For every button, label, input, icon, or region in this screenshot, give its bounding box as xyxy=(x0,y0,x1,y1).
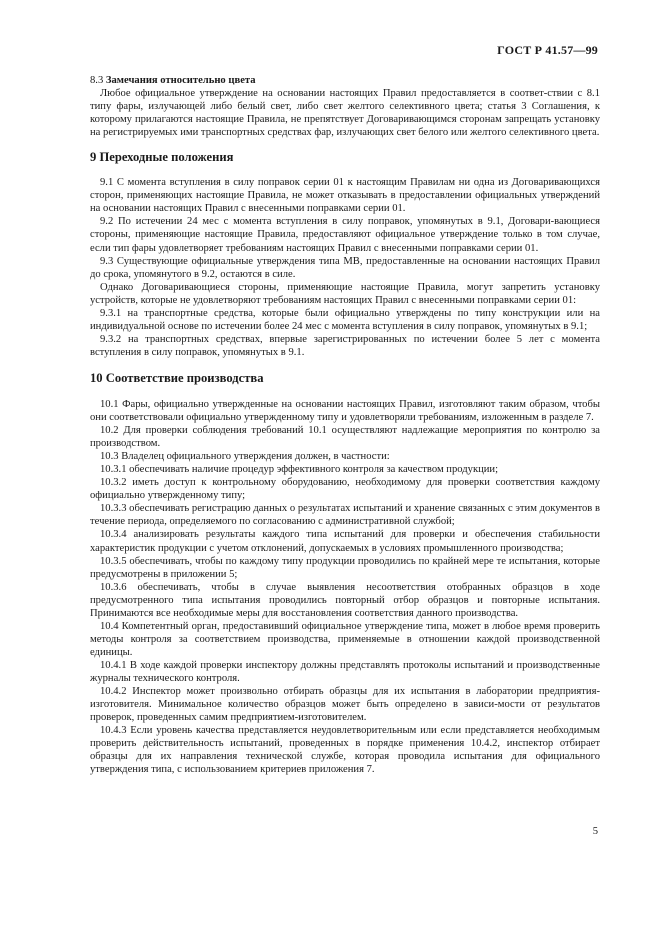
subsection-title: Замечания относительно цвета xyxy=(105,75,256,86)
document-code: ГОСТ Р 41.57—99 xyxy=(497,43,598,57)
page-content xyxy=(90,74,600,776)
paragraph: 10.4.1 В ходе каждой проверки инспектору должны представлять протоколы испытаний и производственные журналы технического контроля. xyxy=(90,659,600,684)
paragraph: 10.3.1 обеспечивать наличие процедур эффективного контроля за качеством продукции; xyxy=(100,464,499,476)
paragraph: Однако Договаривающиеся стороны, применяющие настоящие Правила, могут запретить установку устройств, которые не удовлетворяют требованиям настоящих Правил с внесенными поправками серии 01: xyxy=(90,281,600,306)
paragraph: 10.4.2 Инспектор может произвольно отбирать образцы для их испытания в лаборатории предприятия-изготовителя. Минимальное количество образцов может быть определено в зависи-мости от результатов проверок, проведенных самим предприятием-изготовителем. xyxy=(90,686,600,724)
subsection-number: 8.3 xyxy=(90,75,104,86)
section-10-heading: 10 Соответствие производства xyxy=(90,370,264,385)
paragraph: 10.3.4 анализировать результаты каждого типа испытаний для проверки и обеспечения стабильности характеристик продукции с учетом отклонений, допускаемых в условиях промышленного производства; xyxy=(90,529,600,554)
paragraph-8-3: Любое официальное утверждение на основании настоящих Правил предоставляется в соответ-ствии с 8.1 типу фары, излучающей либо белый свет, либо свет желтого селективного цвета; статья 3 Соглашения, к которому прилагаются настоящие Правила, не препятствует Договаривающимся сторонам запрещать установку на регистрируемых ими транспортных средствах фар, излучающих свет белого или желтого селективного цвета. xyxy=(90,88,600,139)
paragraph: 10.3.5 обеспечивать, чтобы по каждому типу продукции проводились по крайней мере те испытания, которые предусмотрены в приложении 5; xyxy=(90,555,600,580)
paragraph: 10.3 Владелец официального утверждения должен, в частности: xyxy=(100,451,390,463)
section-9-body xyxy=(90,176,600,359)
paragraph: 10.4.3 Если уровень качества представляется неудовлетворительным или если представляется необходимым проверить действительность испытаний, проведенных в порядке применения 10.4.2, инспектор отбирает образцы для их направления технической службе, которая проводила испытания для официального утверждения типа, с использованием критериев приложения 7. xyxy=(90,725,600,776)
page-number: 5 xyxy=(592,826,598,837)
section-9-heading: 9 Переходные положения xyxy=(90,150,234,165)
paragraph: 10.1 Фары, официально утвержденные на основании настоящих Правил, изготовляют таким образом, чтобы они соответствовали официально утвержденному типу и удовлетворяли требованиям, изложенным в разделе 7. xyxy=(90,398,600,424)
section-10-body xyxy=(90,398,600,776)
paragraph: 10.3.3 обеспечивать регистрацию данных о результатах испытаний и хранение связанных с этим документов в течение периода, определяемого по согласованию с административной службой; xyxy=(90,503,600,528)
paragraph: 9.3 Существующие официальные утверждения типа МВ, предоставленные на основании настоящих Правил до срока, упомянутого в 9.2, остаются в силе. xyxy=(90,255,600,280)
paragraph: 10.3.6 обеспечивать, чтобы в случае выявления несоответствия отобранных образцов в ходе предусмотренного типа испытания проводились повторный отбор образцов и повторные испытания. Принимаются все необходимые меры для восстановления соответствия данного производства. xyxy=(90,581,600,619)
paragraph: 9.1 С момента вступления в силу поправок серии 01 к настоящим Правилам ни одна из Договаривающихся сторон, применяющих настоящие Правила, не может отказывать в предоставлении официальных утверждений на основании настоящих Правил с внесенными поправками серии 01. xyxy=(90,177,600,215)
paragraph: 9.3.1 на транспортные средства, которые были официально утверждены по типу конструкции или на индивидуальной основе по истечении более 24 мес с момента вступления в силу поправок, упомянутых в 9.1; xyxy=(90,307,600,332)
paragraph: 9.2 По истечении 24 мес с момента вступления в силу поправок, упомянутых в 9.1, Договари-вающиеся стороны, применяющие настоящие Правила, предоставляют официальное утверждение только в том случае, если тип фары удовлетворяет требованиям настоящих Правил с внесенными поправками серии 01. xyxy=(90,216,600,254)
paragraph: 9.3.2 на транспортных средствах, впервые зарегистрированных по истечении более 5 лет с момента вступления в силу поправок, упомянутых в 9.1. xyxy=(90,333,600,358)
subsection-8-3-heading xyxy=(90,74,600,87)
paragraph: 10.3.2 иметь доступ к контрольному оборудованию, необходимому для проверки соответствия каждому официально утвержденному типу; xyxy=(90,477,600,502)
paragraph: 10.2 Для проверки соблюдения требований 10.1 осуществляют надлежащие мероприятия по контролю за производством. xyxy=(90,425,600,450)
paragraph: 10.4 Компетентный орган, предоставивший официальное утверждение типа, может в любое время проверить методы контроля за соответствием производства, применяемые в отношении каждой производственной единицы. xyxy=(90,620,600,658)
